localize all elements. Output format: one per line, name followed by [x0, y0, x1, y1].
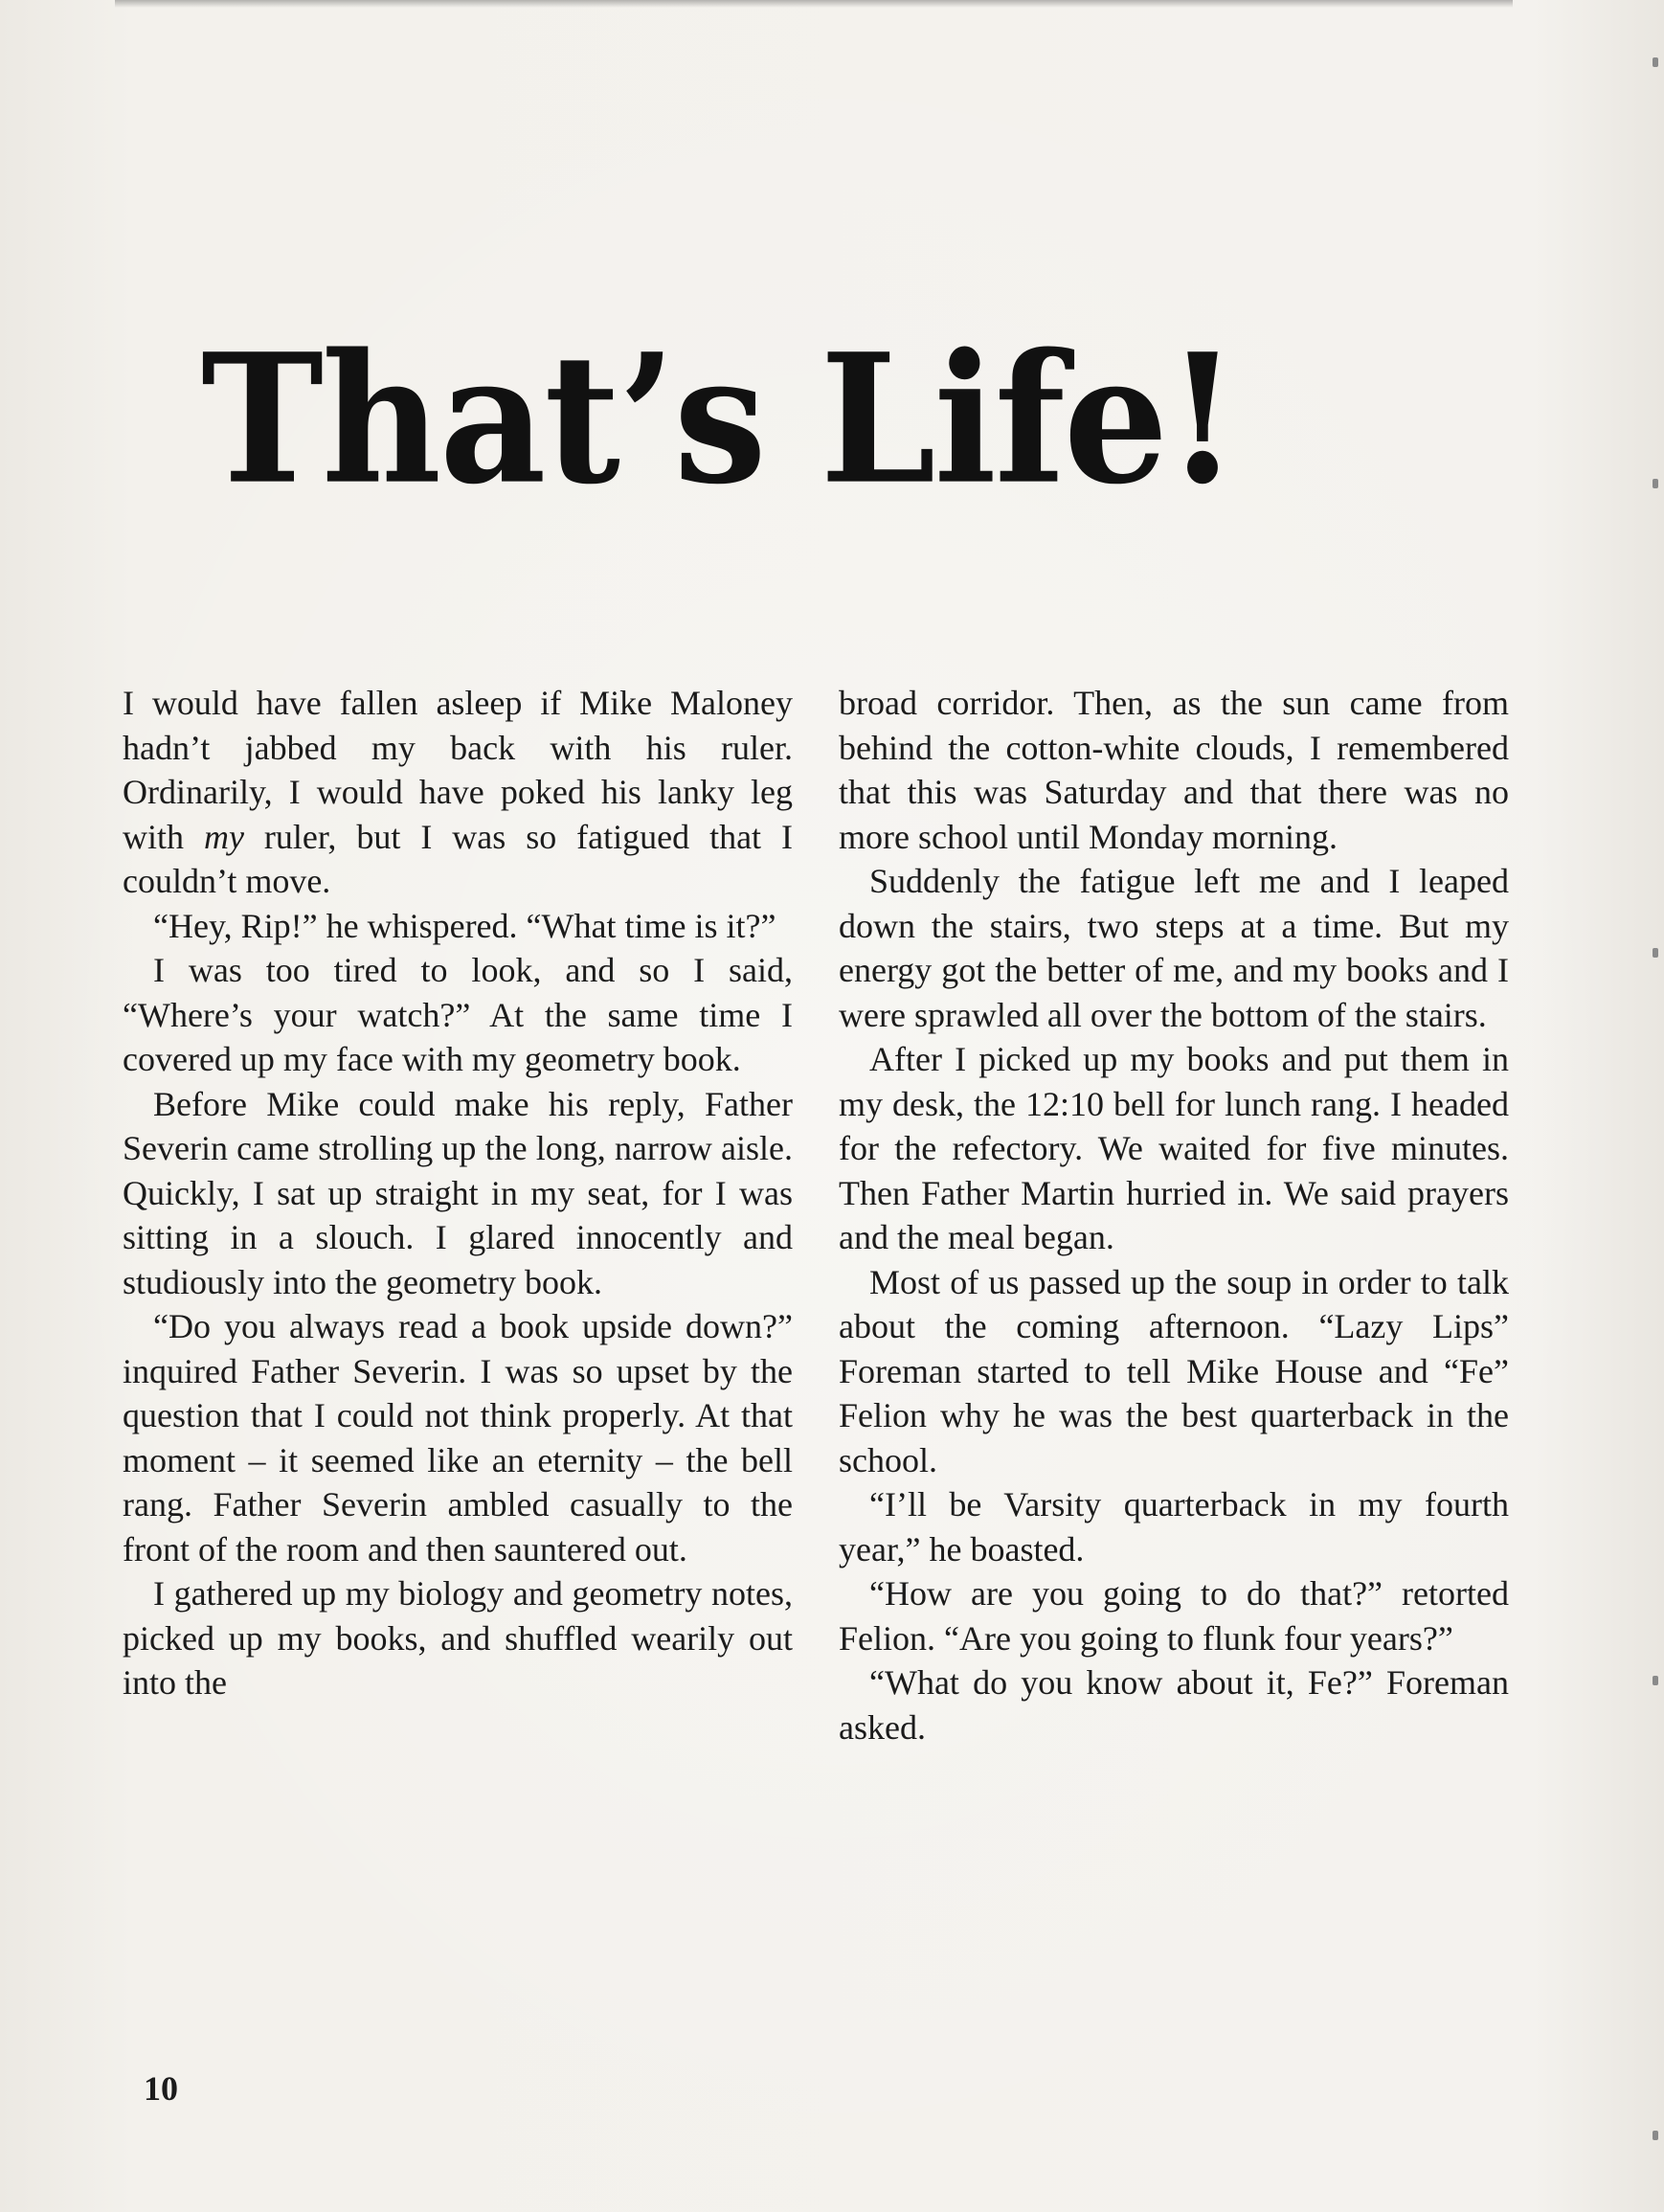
staple-mark-bottom — [1653, 2131, 1658, 2140]
paragraph-11: “I’ll be Varsity quarterback in my fourth year,” he boasted. — [839, 1485, 1509, 1569]
left-text-column — [123, 681, 793, 1705]
paragraph-6: I gathered up my biology and geometry notes, picked up my books, and shuffled wearily out into the — [123, 1574, 793, 1702]
page-top-shadow — [115, 0, 1513, 8]
paragraph-1-part-2: ruler, but I was so fatigued that I couldn’t move. — [123, 817, 793, 900]
paragraph-1-part-1: I would have fallen asleep if Mike Maloney hadn’t jabbed my back with his ruler. Ordinarily, I would have poked his lanky leg with — [123, 684, 793, 856]
paragraph-7: broad corridor. Then, as the sun came from behind the cotton-white clouds, I remembered that this was Saturday and that there was no more school until Monday morning. — [839, 684, 1509, 856]
staple-mark-upper — [1653, 479, 1658, 488]
article-title: That’s Life! — [201, 313, 1237, 524]
right-text-column — [839, 681, 1509, 1749]
paragraph-2: “Hey, Rip!” he whispered. “What time is it?” — [153, 906, 776, 945]
paragraph-3: I was too tired to look, and so I said, “Where’s your watch?” At the same time I covered up my face with my geometry book. — [123, 951, 793, 1078]
page-number: 10 — [144, 2069, 178, 2108]
paragraph-8: Suddenly the fatigue left me and I leaped down the stairs, two steps at a time. But my energy got the better of me, and my books and I were sprawled all over the bottom of the stairs. — [839, 862, 1509, 1034]
paragraph-1 — [123, 681, 793, 904]
paragraph-10: Most of us passed up the soup in order to talk about the coming afternoon. “Lazy Lips” Foreman started to tell Mike House and “Fe” Felion why he was the best quarterback in the school. — [839, 1262, 1509, 1479]
staple-mark-lower — [1653, 1676, 1658, 1685]
paragraph-4: Before Mike could make his reply, Father Severin came strolling up the long, narrow aisle. Quickly, I sat up straight in my seat, for I was sitting in a slouch. I glared innocently and studiously into the geometry book. — [123, 1084, 793, 1301]
paragraph-9: After I picked up my books and put them in my desk, the 12:10 bell for lunch rang. I headed for the refectory. We waited for five minutes. Then Father Martin hurried in. We said prayers and the meal began. — [839, 1040, 1509, 1256]
paragraph-12: “How are you going to do that?” retorted Felion. “Are you going to flunk four years?” — [839, 1574, 1509, 1658]
staple-mark-top — [1653, 57, 1658, 67]
paragraph-5: “Do you always read a book upside down?” inquired Father Severin. I was so upset by the question that I could not think properly. At that moment – it seemed like an eternity – the bell rang. Father Severin ambled casually to the front of the room and then sauntered out. — [123, 1307, 793, 1569]
emphasized-word: my — [203, 817, 244, 856]
paragraph-13: “What do you know about it, Fe?” Foreman asked. — [839, 1663, 1509, 1747]
staple-mark-middle — [1653, 948, 1658, 958]
